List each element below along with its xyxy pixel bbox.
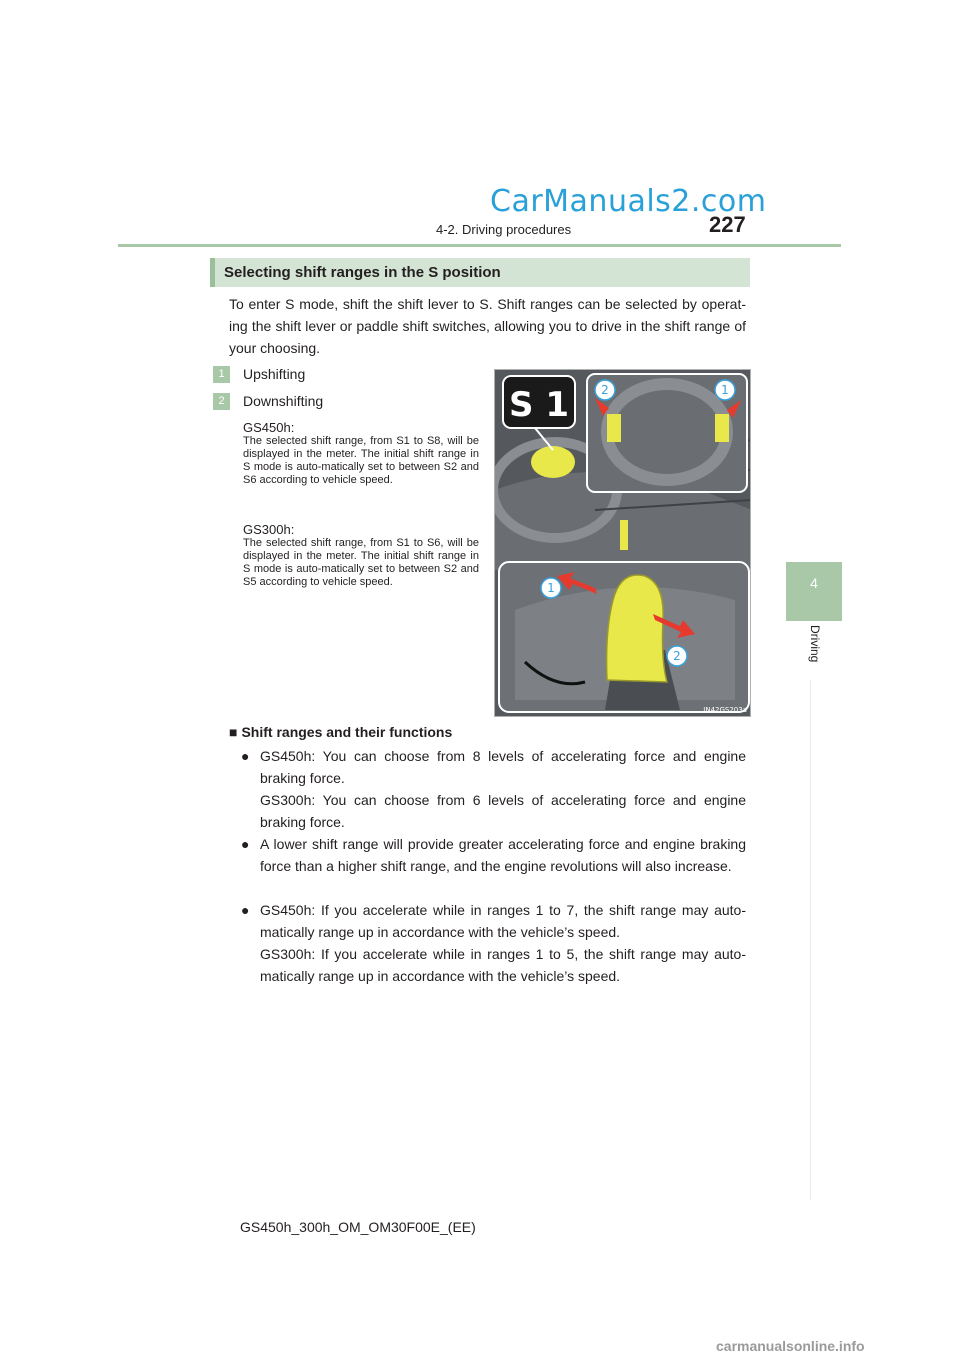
bullet-lower-range: [241, 833, 746, 877]
item-label-upshifting: Upshifting: [243, 366, 306, 382]
callout-2-lower: 2: [673, 649, 681, 663]
left-paddle: [607, 414, 621, 442]
item-label-downshifting: Downshifting: [243, 393, 324, 409]
number-badge-1: 1: [213, 366, 230, 383]
note-model: GS450h:: [243, 420, 295, 435]
bullet-text: GS300h: If you accelerate while in ranges 1 to 5, the shift range may auto-matically range up in accordance with the vehicle’s speed.: [260, 946, 746, 984]
note-text: The selected shift range, from S1 to S6, will be displayed in the meter. The initial shift range in S mode is auto-matically set to between S2 and S5 according to vehicle speed.: [243, 537, 479, 588]
intro-paragraph: To enter S mode, shift the shift lever to S. Shift ranges can be selected by operat-ing the shift lever or paddle shift switches, allowing you to drive in the shift range of your choosing.: [229, 296, 746, 356]
footer-code: GS450h_300h_OM_OM30F00E_(EE): [240, 1219, 476, 1235]
bullet-marker: ●: [241, 748, 250, 764]
subsection-heading: [229, 724, 452, 740]
side-rule: [810, 680, 811, 1200]
callout-1-upper: 1: [721, 383, 729, 397]
bullet-auto-range-up: [241, 899, 746, 987]
number-badge-2: 2: [213, 393, 230, 410]
right-paddle: [715, 414, 729, 442]
bullet-levels: [241, 745, 746, 833]
chapter-tab: [786, 562, 842, 621]
subsection-marker: ■: [229, 724, 238, 740]
footer-watermark: carmanualsonline.info: [716, 1338, 865, 1354]
callout-1-lower: 1: [547, 581, 555, 595]
meter-display-text: S 1: [509, 385, 569, 425]
bullet-text: GS450h: You can choose from 8 levels of accelerating force and engine braking force.: [260, 748, 746, 786]
bullet-text: GS450h: If you accelerate while in ranges 1 to 7, the shift range may auto-matically range up in accordance with the vehicle’s speed.: [260, 902, 746, 940]
chapter-number: 4: [810, 575, 818, 591]
note-text: The selected shift range, from S1 to S8, will be displayed in the meter. The initial shift range in S mode is auto-matically set to between S2 and S6 according to vehicle speed.: [243, 435, 479, 486]
chapter-label: Driving: [808, 625, 822, 663]
note-model: GS300h:: [243, 522, 295, 537]
bullet-marker: ●: [241, 836, 250, 852]
meter-highlight: [531, 446, 575, 478]
shift-lever-knob: [607, 575, 667, 682]
bullet-marker: ●: [241, 902, 250, 918]
header-rule: [118, 244, 841, 247]
callout-2-upper: 2: [601, 383, 609, 397]
watermark-logo: CarManuals2.com: [490, 184, 767, 219]
bullet-text: GS300h: You can choose from 6 levels of accelerating force and engine braking force.: [260, 792, 746, 830]
note-gs300h: [243, 522, 479, 589]
section-title: Selecting shift ranges in the S position: [224, 264, 501, 281]
running-header: 4-2. Driving procedures: [436, 222, 572, 237]
subsection-title: Shift ranges and their functions: [241, 724, 453, 740]
page-number: 227: [709, 212, 746, 237]
note-gs450h: [243, 420, 479, 487]
bullet-text: A lower shift range will provide greater accelerating force and engine braking force than a higher shift range, and the engine revolutions will also increase.: [260, 836, 746, 874]
figure-code: IN42GS203a: [703, 706, 747, 714]
shift-illustration: [494, 369, 751, 717]
